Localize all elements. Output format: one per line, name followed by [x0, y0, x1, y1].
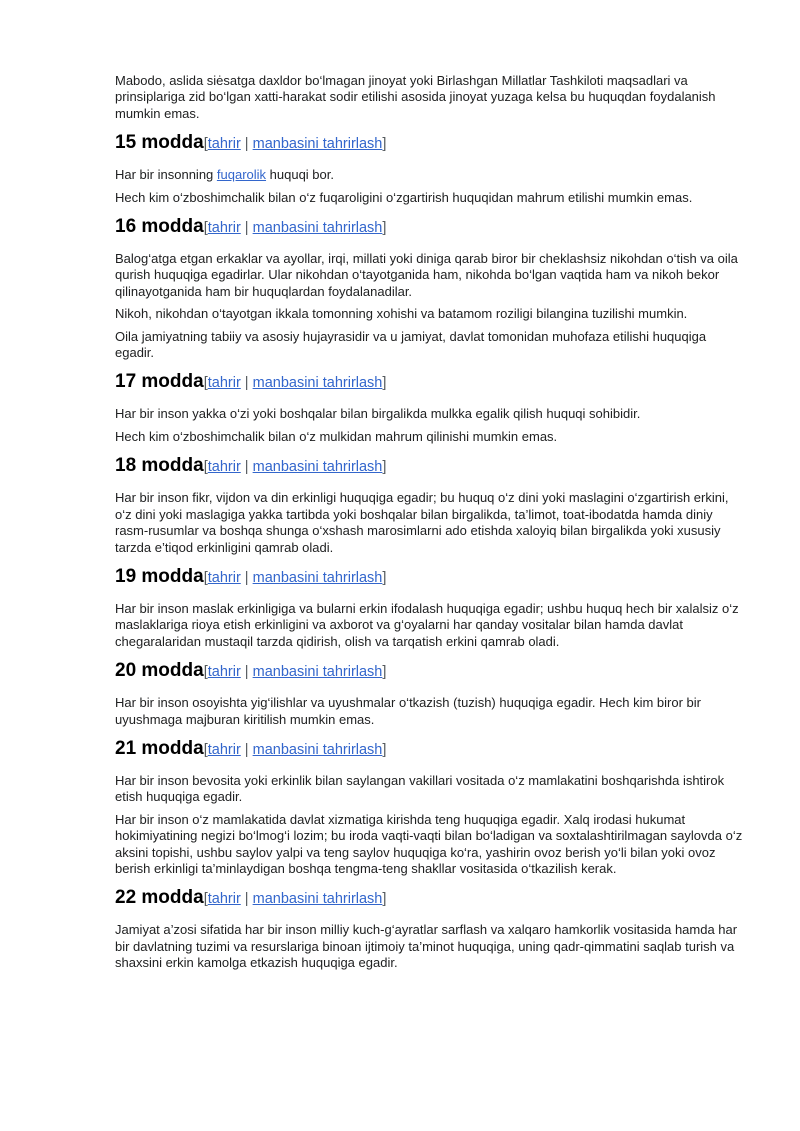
- edit-link[interactable]: tahrir: [207, 459, 241, 476]
- edit-links: [204, 136, 387, 152]
- edit-bracket-close: ]: [382, 375, 387, 392]
- section-heading: [115, 659, 745, 684]
- section-title: 22 modda: [115, 887, 204, 909]
- edit-bracket-close: ]: [382, 664, 387, 681]
- section-paragraph: Har bir inson fikr, vijdon va din erkinligi huquqiga egadir; bu huquq o‘z dini yoki maslagini o‘zgartirish erkini, o‘z dini yoki maslagiga yakka tartibda yoki boshqalar bilan birgalikda, ta’limot, toat-ibodatda hamda diniy rasm-rusumlar va boshqa shunga o‘xshash marosimlarni ado etishda xaloyiq bilan birgalikda yoki xususiy tarzda e’tiqod erkinligini qamrab oladi.: [115, 490, 729, 555]
- edit-separator: |: [240, 664, 253, 681]
- edit-links: [204, 220, 387, 236]
- edit-link[interactable]: tahrir: [207, 569, 241, 586]
- edit-source-link[interactable]: manbasini tahrirlash: [252, 891, 383, 908]
- paragraph-text: Har bir insonning: [115, 167, 217, 183]
- section-paragraph: Hech kim o‘zboshimchalik bilan o‘z fuqaroligini o‘zgartirish huquqidan mahrum etilishi mumkin emas.: [115, 189, 693, 205]
- section-heading: [115, 131, 745, 156]
- section-heading: [115, 370, 745, 395]
- section-paragraph: Jamiyat a’zosi sifatida har bir inson milliy kuch-g‘ayratlar sarflash va xalqaro hamkorlik vositasida hamda har bir davlatning tuzimi va resurslariga binoan ijtimoiy ta’minot huquqiga, uning qadr-qimmatini saqlab turish va shaxsini erkin kamolga etkazish huquqiga egadir.: [115, 922, 738, 971]
- section-paragraph: Nikoh, nikohdan o‘tayotgan ikkala tomonning xohishi va batamom roziligi bilangina tuzilishi mumkin.: [115, 306, 688, 322]
- edit-source-link[interactable]: manbasini tahrirlash: [252, 569, 383, 586]
- edit-link[interactable]: tahrir: [207, 220, 241, 237]
- document-page: [115, 73, 745, 978]
- edit-source-link[interactable]: manbasini tahrirlash: [252, 220, 383, 237]
- paragraph-text: huquqi bor.: [266, 167, 334, 183]
- section-title: 20 modda: [115, 660, 204, 682]
- edit-links: [204, 664, 387, 680]
- edit-source-link[interactable]: manbasini tahrirlash: [252, 136, 383, 153]
- section-title: 16 modda: [115, 216, 204, 238]
- section-title: 18 modda: [115, 455, 204, 477]
- edit-links: [204, 570, 387, 586]
- edit-link[interactable]: tahrir: [207, 136, 241, 153]
- edit-bracket-open: [: [203, 136, 208, 153]
- edit-bracket-close: ]: [382, 569, 387, 586]
- section-title: 15 modda: [115, 132, 204, 154]
- edit-separator: |: [240, 220, 253, 237]
- edit-links: [204, 742, 387, 758]
- edit-source-link[interactable]: manbasini tahrirlash: [252, 664, 383, 681]
- edit-bracket-close: ]: [382, 136, 387, 153]
- edit-bracket-open: [: [203, 459, 208, 476]
- edit-bracket-open: [: [203, 741, 208, 758]
- section-title: 19 modda: [115, 565, 204, 587]
- sections-container: [115, 131, 745, 971]
- section-paragraph: Har bir inson bevosita yoki erkinlik bilan saylangan vakillari vositada o‘z mamlakatini boshqarishda ishtirok etish huquqiga egadir.: [115, 772, 725, 805]
- section-heading: [115, 215, 745, 240]
- edit-link[interactable]: tahrir: [207, 891, 241, 908]
- section-heading: [115, 737, 745, 762]
- edit-link[interactable]: tahrir: [207, 741, 241, 758]
- section-title: 17 modda: [115, 371, 204, 393]
- section-title: 21 modda: [115, 737, 204, 759]
- section-paragraph: Balog‘atga etgan erkaklar va ayollar, irqi, millati yoki diniga qarab biror bir cheklashsiz nikohdan o‘tish va oila qurish huquqiga egadirlar. Ular nikohdan o‘tayotganida ham, nikohda bo‘lgan vaqtida ham va nikoh bekor qilinayotganida ham bir huquqlardan foydalanadilar.: [115, 251, 738, 299]
- edit-links: [204, 891, 387, 907]
- section-paragraph: [115, 167, 745, 183]
- edit-links: [204, 375, 387, 391]
- edit-bracket-close: ]: [382, 459, 387, 476]
- edit-bracket-open: [: [203, 375, 208, 392]
- section-heading: [115, 565, 745, 590]
- edit-separator: |: [240, 136, 253, 153]
- section-paragraph: Har bir inson maslak erkinligiga va bularni erkin ifodalash huquqiga egadir; ushbu huquq hech bir xalalsiz o‘z maslaklariga rioya etish erkinligini va axborot va g‘oyalarni har qanday vositalar bilan hamda davlat chegaralaridan mustaqil tarzda qidirish, olish va tarqatish erkini qamrab oladi.: [115, 600, 739, 649]
- edit-link[interactable]: tahrir: [207, 375, 241, 392]
- edit-bracket-open: [: [203, 891, 208, 908]
- edit-links: [204, 459, 387, 475]
- section-heading: [115, 886, 745, 911]
- edit-bracket-open: [: [203, 220, 208, 237]
- edit-separator: |: [240, 891, 253, 908]
- edit-link[interactable]: tahrir: [207, 664, 241, 681]
- edit-separator: |: [240, 375, 253, 392]
- section-heading: [115, 454, 745, 479]
- section-paragraph: Hech kim o‘zboshimchalik bilan o‘z mulkidan mahrum qilinishi mumkin emas.: [115, 428, 558, 444]
- edit-separator: |: [240, 569, 253, 586]
- edit-bracket-close: ]: [382, 220, 387, 237]
- section-paragraph: Har bir inson o‘z mamlakatida davlat xizmatiga kirishda teng huquqiga egadir. Xalq irodasi hukumat hokimiyatining negizi bo‘lmog‘i lozim; bu iroda vaqti-vaqti bilan bo‘ladigan va soxtalashtirilmagan saylovda o‘z aksini topishi, ushbu saylov yalpi va teng saylov huquqiga ko‘ra, yashirin ovoz berish yo‘li bilan yoki ovoz berish erkinligi ta’minlaydigan boshqa tengma-teng shakllar vositasida o‘tkazilish kerak.: [115, 811, 743, 876]
- intro-paragraph: Mabodo, aslida siėsatga daxldor bo‘lmagan jinoyat yoki Birlashgan Millatlar Tashkiloti maqsadlari va prinsiplariga zid bo‘lgan xatti-harakat sodir etilishi asosida jinoyat yuzaga kelsa bu huquqdan foydalanish mumkin emas.: [115, 73, 716, 121]
- section-paragraph: Har bir inson osoyishta yig‘ilishlar va uyushmalar o‘tkazish (tuzish) huquqiga egadir. Hech kim biror bir uyushmaga majburan kiritilish mumkin emas.: [115, 695, 701, 727]
- section-paragraph: Har bir inson yakka o‘zi yoki boshqalar bilan birgalikda mulkka egalik qilish huquqi sohibidir.: [115, 406, 641, 422]
- edit-bracket-open: [: [203, 664, 208, 681]
- edit-separator: |: [240, 741, 253, 758]
- edit-source-link[interactable]: manbasini tahrirlash: [252, 741, 383, 758]
- section-paragraph: Oila jamiyatning tabiiy va asosiy hujayrasidir va u jamiyat, davlat tomonidan muhofaza etilishi huquqiga egadir.: [115, 328, 707, 361]
- edit-source-link[interactable]: manbasini tahrirlash: [252, 459, 383, 476]
- edit-source-link[interactable]: manbasini tahrirlash: [252, 375, 383, 392]
- edit-bracket-close: ]: [382, 891, 387, 908]
- edit-bracket-open: [: [203, 569, 208, 586]
- edit-bracket-close: ]: [382, 741, 387, 758]
- inline-link[interactable]: fuqarolik: [216, 167, 267, 183]
- edit-separator: |: [240, 459, 253, 476]
